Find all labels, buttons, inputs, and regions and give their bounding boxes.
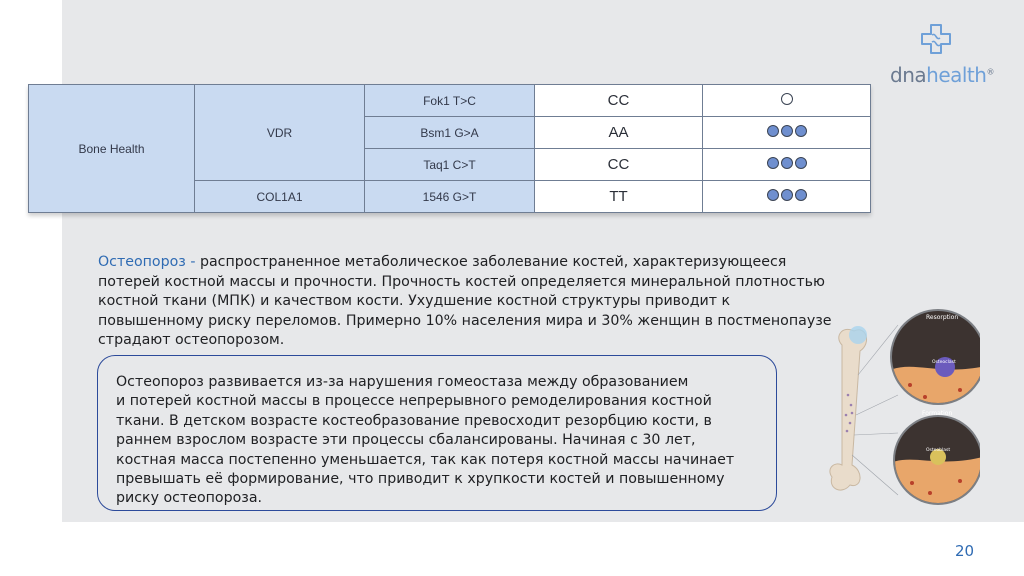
info-line: и потерей костной массы в процессе непрерывного ремоделирования костной ткани. В детском возрасте костеобразование превосходит резорбцию кости, в раннем взрослом возрасте эти процессы сбалансированы. Начиная с 30 лет, костная масса постепенно уменьшается, так как потеря костной массы начинает превышать её формирование, что приводит к хрупкости костей и повышенному риску остеопороза. bbox=[116, 393, 735, 507]
filled-risk-dot bbox=[767, 125, 779, 137]
info-line: Остеопороз развивается из-за нарушения гомеостаза между образованием bbox=[116, 374, 689, 390]
dnahealth-logo bbox=[890, 20, 1000, 90]
femur-bone bbox=[830, 326, 867, 490]
filled-risk-dot bbox=[767, 157, 779, 169]
genotype-cell: AA bbox=[535, 117, 703, 149]
risk-dots bbox=[781, 93, 793, 105]
genotype-cell: TT bbox=[535, 181, 703, 213]
definition-text: распространенное метаболическое заболевание костей, характеризующееся потерей костной массы и прочности. Прочность костей определяется минеральной плотностью костной ткани (МПК) и качеством кости. Ухудшение костной структуры приводит к повышенному риску переломов. Примерно 10% населения мира и 30% женщин в постменопаузе страдают остеопорозом. bbox=[98, 254, 832, 349]
gene-cell: VDR bbox=[195, 85, 365, 181]
category-cell: Bone Health bbox=[29, 85, 195, 213]
filled-risk-dot bbox=[781, 125, 793, 137]
genotype-table bbox=[28, 84, 871, 213]
risk-cell bbox=[703, 149, 871, 181]
page-number: 20 bbox=[955, 542, 975, 560]
variant-cell: Taq1 C>T bbox=[365, 149, 535, 181]
formation-label: Formation bbox=[922, 410, 953, 417]
filled-risk-dot bbox=[795, 189, 807, 201]
empty-risk-dot bbox=[781, 93, 793, 105]
osteoclast-label: Osteoclast bbox=[932, 360, 956, 365]
table-row bbox=[29, 85, 871, 117]
osteoblast-label: Osteoblast bbox=[926, 448, 951, 453]
risk-cell bbox=[703, 117, 871, 149]
risk-dots bbox=[767, 157, 807, 169]
variant-cell: Fok1 T>C bbox=[365, 85, 535, 117]
risk-cell bbox=[703, 85, 871, 117]
filled-risk-dot bbox=[781, 157, 793, 169]
term-highlight: Остеопороз - bbox=[98, 254, 196, 270]
genotype-cell: CC bbox=[535, 149, 703, 181]
resorption-inset bbox=[890, 309, 980, 415]
resorption-label: Resorption bbox=[926, 314, 959, 321]
risk-cell bbox=[703, 181, 871, 213]
bone-remodeling-illustration bbox=[820, 305, 980, 505]
filled-risk-dot bbox=[767, 189, 779, 201]
filled-risk-dot bbox=[795, 125, 807, 137]
filled-risk-dot bbox=[781, 189, 793, 201]
genotype-cell: CC bbox=[535, 85, 703, 117]
gene-cell: COL1A1 bbox=[195, 181, 365, 213]
risk-dots bbox=[767, 125, 807, 137]
logo-wordmark: dnahealth® bbox=[890, 63, 994, 87]
filled-risk-dot bbox=[795, 157, 807, 169]
medical-cross-icon bbox=[919, 22, 953, 56]
osteoporosis-definition bbox=[98, 253, 838, 351]
variant-cell: 1546 G>T bbox=[365, 181, 535, 213]
risk-dots bbox=[767, 189, 807, 201]
formation-inset bbox=[890, 410, 980, 505]
info-box-text bbox=[116, 373, 756, 509]
variant-cell: Bsm1 G>A bbox=[365, 117, 535, 149]
